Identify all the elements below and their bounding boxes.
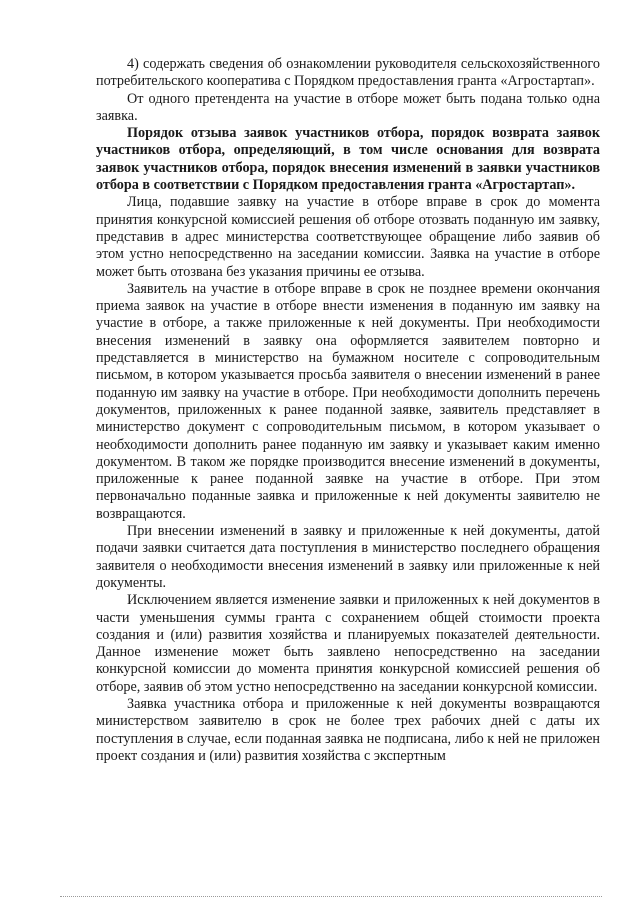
- paragraph-item-4: 4) содержать сведения об ознакомлении руководителя сельскохозяйственного потребительского кооператива с Порядком предоставления гранта «Агростартап».: [96, 56, 600, 90]
- document-body: [96, 56, 600, 765]
- paragraph-one-application: От одного претендента на участие в отборе может быть подана только одна заявка.: [96, 90, 600, 124]
- scan-edge-divider: [60, 896, 602, 897]
- section-heading: Порядок отзыва заявок участников отбора, порядок возврата заявок участников отбора, определяющий, в том числе основания для возврата заявок участников отбора, порядок внесения изменений в заявки участников отбора в соответствии с Порядком предоставления гранта «Агростартап».: [96, 125, 600, 194]
- paragraph-changes: Заявитель на участие в отборе вправе в срок не позднее времени окончания приема заявок на участие в отборе внести изменения в поданную им заявку на участие в отборе, а также приложенные к ней документы. При необходимости внесения изменений в заявку она оформляется заявителем повторно и представляется в министерство на бумажном носителе с сопроводительным письмом, в котором указывается просьба заявителя о внесении изменений в ранее поданную им заявку на участие в отборе. При необходимости дополнить перечень документов, приложенных к ранее поданной заявке, заявитель представляет в министерство документ с сопроводительным письмом, в котором указывает о необходимости дополнить ранее поданную им заявку и указывает каким именно документом. В таком же порядке производится внесение изменений в документы, приложенные к ранее поданной заявке на участие в отборе. При этом первоначально поданные заявка и приложенные к ней документы заявителю не возвращаются.: [96, 280, 600, 522]
- paragraph-return: Заявка участника отбора и приложенные к ней документы возвращаются министерством заявителю в срок не более трех рабочих дней с даты их поступления в случае, если поданная заявка не подписана, либо к ней не приложен проект создания и (или) развития хозяйства с экспертным: [96, 695, 600, 764]
- paragraph-exception: Исключением является изменение заявки и приложенных к ней документов в части уменьшения суммы гранта с сохранением общей стоимости проекта создания и (или) развития хозяйства и планируемых показателей деятельности. Данное изменение может быть заявлено непосредственно на заседании конкурсной комиссии до момента принятия конкурсной комиссией решения об отборе, заявив об этом устно непосредственно на заседании конкурсной комиссии.: [96, 592, 600, 695]
- paragraph-submission-date: При внесении изменений в заявку и приложенные к ней документы, датой подачи заявки считается дата поступления в министерство последнего обращения заявителя о необходимости внесения изменений в заявку или приложенные к ней документы.: [96, 523, 600, 591]
- paragraph-withdrawal: Лица, подавшие заявку на участие в отборе вправе в срок до момента принятия конкурсной комиссией решения об отборе отозвать поданную им заявку, представив в адрес министерства соответствующее обращение либо заявив об этом устно непосредственно на заседании комиссии. Заявка на участие в отборе может быть отозвана без указания причины ее отзыва.: [96, 194, 600, 280]
